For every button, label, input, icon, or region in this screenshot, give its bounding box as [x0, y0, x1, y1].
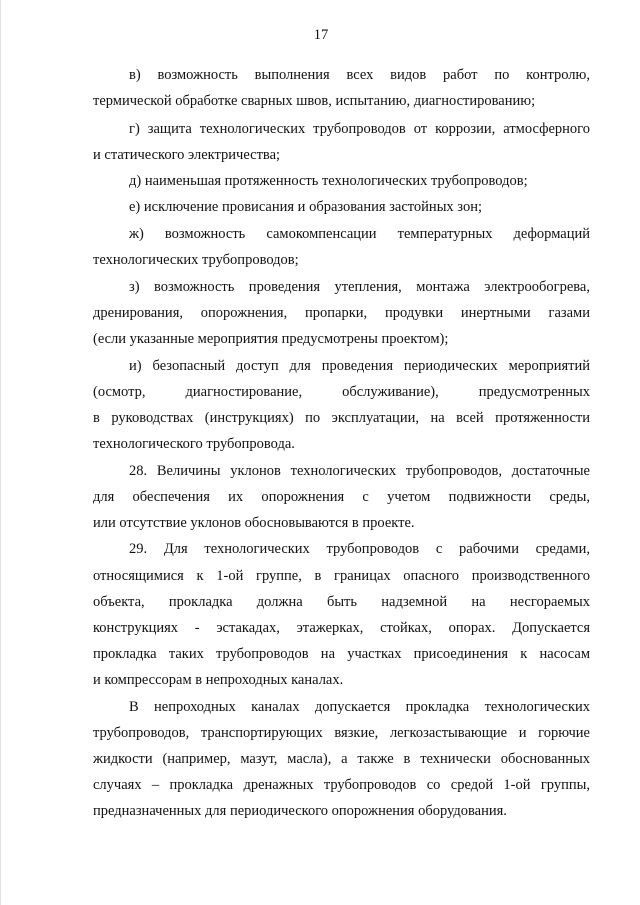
page-number: 17 — [313, 27, 329, 43]
text-line: технологического трубопровода. — [93, 436, 295, 452]
text-line: в руководствах (инструкциях) по эксплуатации, на всей протяженности — [93, 410, 590, 426]
text-line: д) наименьшая протяженность технологических трубопроводов; — [129, 173, 528, 189]
text-line: трубопроводов, транспортирующих вязкие, легкозастывающие и горючие — [93, 725, 590, 741]
text-line: и компрессорам в непроходных каналах. — [93, 672, 344, 688]
text-line: ж) возможность самокомпенсации температурных деформаций — [129, 226, 590, 242]
text-line: предназначенных для периодического опорожнения оборудования. — [93, 803, 507, 819]
text-line: (осмотр, диагностирование, обслуживание), предусмотренных — [93, 384, 590, 400]
text-line: технологических трубопроводов; — [93, 252, 299, 268]
text-line: е) исключение провисания и образования застойных зон; — [129, 199, 482, 215]
text-line: 28. Величины уклонов технологических трубопроводов, достаточные — [129, 463, 590, 479]
text-line: и) безопасный доступ для проведения периодических мероприятий — [129, 358, 590, 374]
text-line: В непроходных каналах допускается прокладка технологических — [129, 699, 590, 715]
text-line: случаях – прокладка дренажных трубопроводов со средой 1-ой группы, — [93, 777, 590, 793]
text-line: дренирования, опорожнения, пропарки, продувки инертными газами — [93, 305, 590, 321]
text-line: г) защита технологических трубопроводов от коррозии, атмосферного — [129, 121, 590, 137]
text-line: термической обработке сварных швов, испытанию, диагностированию; — [93, 93, 536, 109]
text-line: относящимися к 1-ой группе, в границах опасного производственного — [93, 568, 590, 584]
text-line: в) возможность выполнения всех видов работ по контролю, — [129, 67, 590, 83]
text-line: прокладка таких трубопроводов на участках присоединения к насосам — [93, 646, 590, 662]
text-line: жидкости (например, мазут, масла), а также в технически обоснованных — [93, 751, 590, 767]
text-line: для обеспечения их опорожнения с учетом подвижности среды, — [93, 489, 590, 505]
text-line: 29. Для технологических трубопроводов с рабочими средами, — [129, 541, 590, 557]
text-line: объекта, прокладка должна быть надземной на несгораемых — [93, 594, 590, 610]
text-line: и статического электричества; — [93, 147, 281, 163]
text-line: (если указанные мероприятия предусмотрены проектом); — [93, 331, 449, 347]
text-line: или отсутствие уклонов обосновываются в проекте. — [93, 515, 415, 531]
text-line: конструкциях - эстакадах, этажерках, стойках, опорах. Допускается — [93, 620, 590, 636]
text-line: з) возможность проведения утепления, монтажа электрообогрева, — [129, 279, 590, 295]
